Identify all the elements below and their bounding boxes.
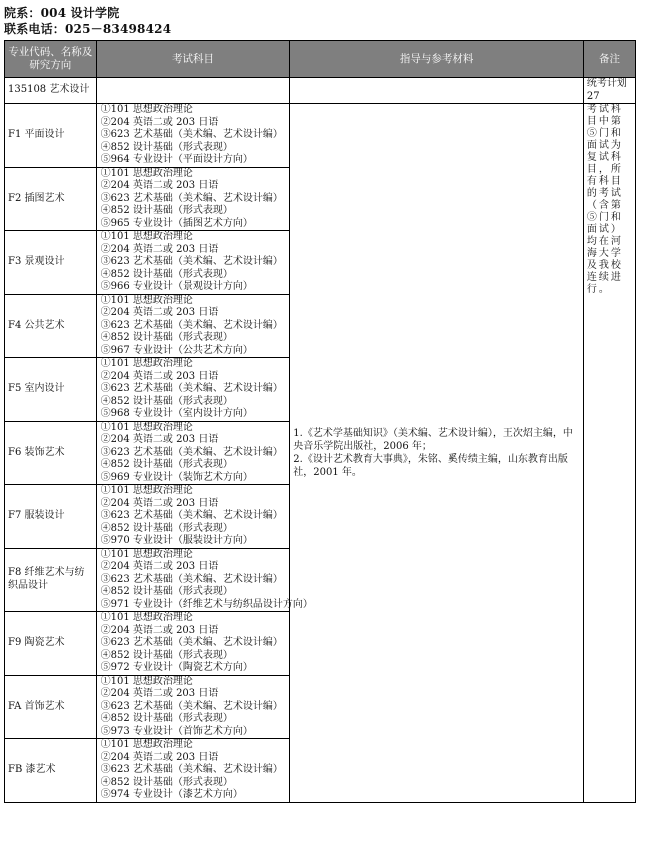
exam-subject: ③623 艺术基础（美术编、艺术设计编） <box>100 446 283 458</box>
exam-subject: ①101 思想政治理论 <box>100 612 193 623</box>
exam-subject: ⑤970 专业设计（服装设计方向） <box>100 535 253 546</box>
direction-name: F1 平面设计 <box>5 104 97 168</box>
exam-subject: ③623 艺术基础（美术编、艺术设计编） <box>100 573 283 585</box>
remarks-cell: 考试科目中第⑤门和面试为复试科目，所有科目的考试（含第⑤门和面试）均在河海大学及我校连续进行。 <box>583 104 635 803</box>
exam-subject: ⑤972 专业设计（陶瓷艺术方向） <box>100 662 253 673</box>
exam-subject: ④852 设计基础（形式表现） <box>100 268 233 280</box>
exam-subject: ③623 艺术基础（美术编、艺术设计编） <box>100 510 283 521</box>
exam-subject: ②204 英语二或 203 日语 <box>100 688 219 699</box>
table-header-row <box>5 41 636 78</box>
exam-subject: ③623 艺术基础（美术编、艺术设计编） <box>100 764 283 775</box>
program-materials-empty <box>290 78 584 104</box>
exam-subjects-cell <box>96 231 290 295</box>
column-header-subjects: 考试科目 <box>96 41 290 78</box>
reference-item: 1.《艺术学基础知识》（美术编、艺术设计编），王次炤主编，中央音乐学院出版社，2006 年； <box>293 427 573 452</box>
reference-item: 2.《设计艺术教育大事典》，朱铭、奚传绩主编，山东教育出版社，2001 年。 <box>293 453 568 478</box>
department-title: 院系：004 设计学院 <box>4 6 120 20</box>
exam-subject: ③623 艺术基础（美术编、艺术设计编） <box>100 192 283 204</box>
exam-subject: ②204 英语二或 203 日语 <box>100 116 219 128</box>
exam-subject: ③623 艺术基础（美术编、艺术设计编） <box>100 129 283 140</box>
direction-name: F5 室内设计 <box>5 358 97 422</box>
exam-subjects-cell <box>96 739 290 803</box>
direction-name: F4 公共艺术 <box>5 294 97 358</box>
table-body <box>5 78 636 803</box>
exam-subject: ①101 思想政治理论 <box>100 485 193 496</box>
exam-subject: ②204 英语二或 203 日语 <box>100 307 219 318</box>
program-note: 统考计划 27 <box>583 78 635 104</box>
exam-subject: ①101 思想政治理论 <box>100 548 193 560</box>
exam-subject: ⑤964 专业设计（平面设计方向） <box>100 154 253 165</box>
exam-subject: ②204 英语二或 203 日语 <box>100 180 219 191</box>
program-subjects-empty <box>96 78 290 104</box>
exam-subject: ④852 设计基础（形式表现） <box>100 586 233 597</box>
exam-subject: ⑤965 专业设计（插图艺术方向） <box>100 217 253 229</box>
exam-subject: ①101 思想政治理论 <box>100 231 193 242</box>
exam-subject: ③623 艺术基础（美术编、艺术设计编） <box>100 256 283 267</box>
program-code-name: 135108 艺术设计 <box>5 78 97 104</box>
direction-name: F3 景观设计 <box>5 231 97 295</box>
exam-subjects-cell <box>96 104 290 168</box>
exam-subject: ④852 设计基础（形式表现） <box>100 522 233 534</box>
exam-subject: ③623 艺术基础（美术编、艺术设计编） <box>100 383 283 394</box>
exam-subject: ④852 设计基础（形式表现） <box>100 395 233 407</box>
exam-subject: ②204 英语二或 203 日语 <box>100 561 219 572</box>
column-header-materials: 指导与参考材料 <box>290 41 584 78</box>
exam-subject: ②204 英语二或 203 日语 <box>100 243 219 255</box>
exam-table <box>4 40 636 803</box>
exam-subject: ④852 设计基础（形式表现） <box>100 713 233 724</box>
reference-materials <box>290 104 584 803</box>
exam-subject: ④852 设计基础（形式表现） <box>100 205 233 216</box>
direction-name: F7 服装设计 <box>5 485 97 549</box>
exam-subject: ⑤973 专业设计（首饰艺术方向） <box>100 725 253 737</box>
exam-subjects-cell <box>96 167 290 231</box>
direction-name: F9 陶瓷艺术 <box>5 612 97 676</box>
exam-subject: ③623 艺术基础（美术编、艺术设计编） <box>100 700 283 712</box>
direction-name: F2 插图艺术 <box>5 167 97 231</box>
contact-phone: 联系电话：025－83498424 <box>4 22 172 36</box>
exam-subject: ④852 设计基础（形式表现） <box>100 776 233 788</box>
exam-subject: ②204 英语二或 203 日语 <box>100 751 219 763</box>
exam-subject: ①101 思想政治理论 <box>100 739 193 750</box>
exam-subjects-cell <box>96 548 313 612</box>
exam-subject: ①101 思想政治理论 <box>100 294 193 306</box>
exam-subjects-cell <box>96 294 290 358</box>
exam-subject: ⑤969 专业设计（装饰艺术方向） <box>100 471 253 483</box>
direction-name: F8 纤维艺术与纺织品设计 <box>5 548 97 612</box>
exam-subject: ②204 英语二或 203 日语 <box>100 624 219 636</box>
program-row <box>5 78 636 104</box>
exam-subjects-cell <box>96 358 290 422</box>
exam-subject: ⑤971 专业设计（纤维艺术与纺织品设计方向） <box>100 598 313 610</box>
exam-subject: ②204 英语二或 203 日语 <box>100 434 219 445</box>
direction-name: FB 漆艺术 <box>5 739 97 803</box>
exam-subject: ①101 思想政治理论 <box>100 358 193 369</box>
exam-subject: ⑤968 专业设计（室内设计方向） <box>100 408 253 419</box>
exam-subject: ①101 思想政治理论 <box>100 675 193 687</box>
exam-subject: ④852 设计基础（形式表现） <box>100 332 233 343</box>
table-row <box>5 104 636 168</box>
column-header-major: 专业代码、名称及研究方向 <box>5 41 97 78</box>
exam-subject: ③623 艺术基础（美术编、艺术设计编） <box>100 319 283 331</box>
exam-subject: ④852 设计基础（形式表现） <box>100 649 233 661</box>
exam-subject: ①101 思想政治理论 <box>100 421 193 433</box>
direction-name: FA 首饰艺术 <box>5 675 97 739</box>
exam-subject: ③623 艺术基础（美术编、艺术设计编） <box>100 637 283 648</box>
exam-subjects-cell <box>96 485 290 549</box>
exam-subject: ②204 英语二或 203 日语 <box>100 370 219 382</box>
exam-subject: ②204 英语二或 203 日语 <box>100 497 219 509</box>
exam-subjects-cell <box>96 421 290 485</box>
exam-subject: ⑤967 专业设计（公共艺术方向） <box>100 344 253 356</box>
exam-subject: ④852 设计基础（形式表现） <box>100 459 233 470</box>
exam-subject: ①101 思想政治理论 <box>100 104 193 115</box>
exam-subjects-cell <box>96 675 290 739</box>
exam-subject: ④852 设计基础（形式表现） <box>100 141 233 153</box>
exam-subjects-cell <box>96 612 290 676</box>
direction-name: F6 装饰艺术 <box>5 421 97 485</box>
exam-subject: ⑤966 专业设计（景观设计方向） <box>100 281 253 292</box>
exam-subject: ⑤974 专业设计（漆艺术方向） <box>100 789 243 800</box>
column-header-remarks: 备注 <box>583 41 635 78</box>
exam-subject: ①101 思想政治理论 <box>100 167 193 179</box>
